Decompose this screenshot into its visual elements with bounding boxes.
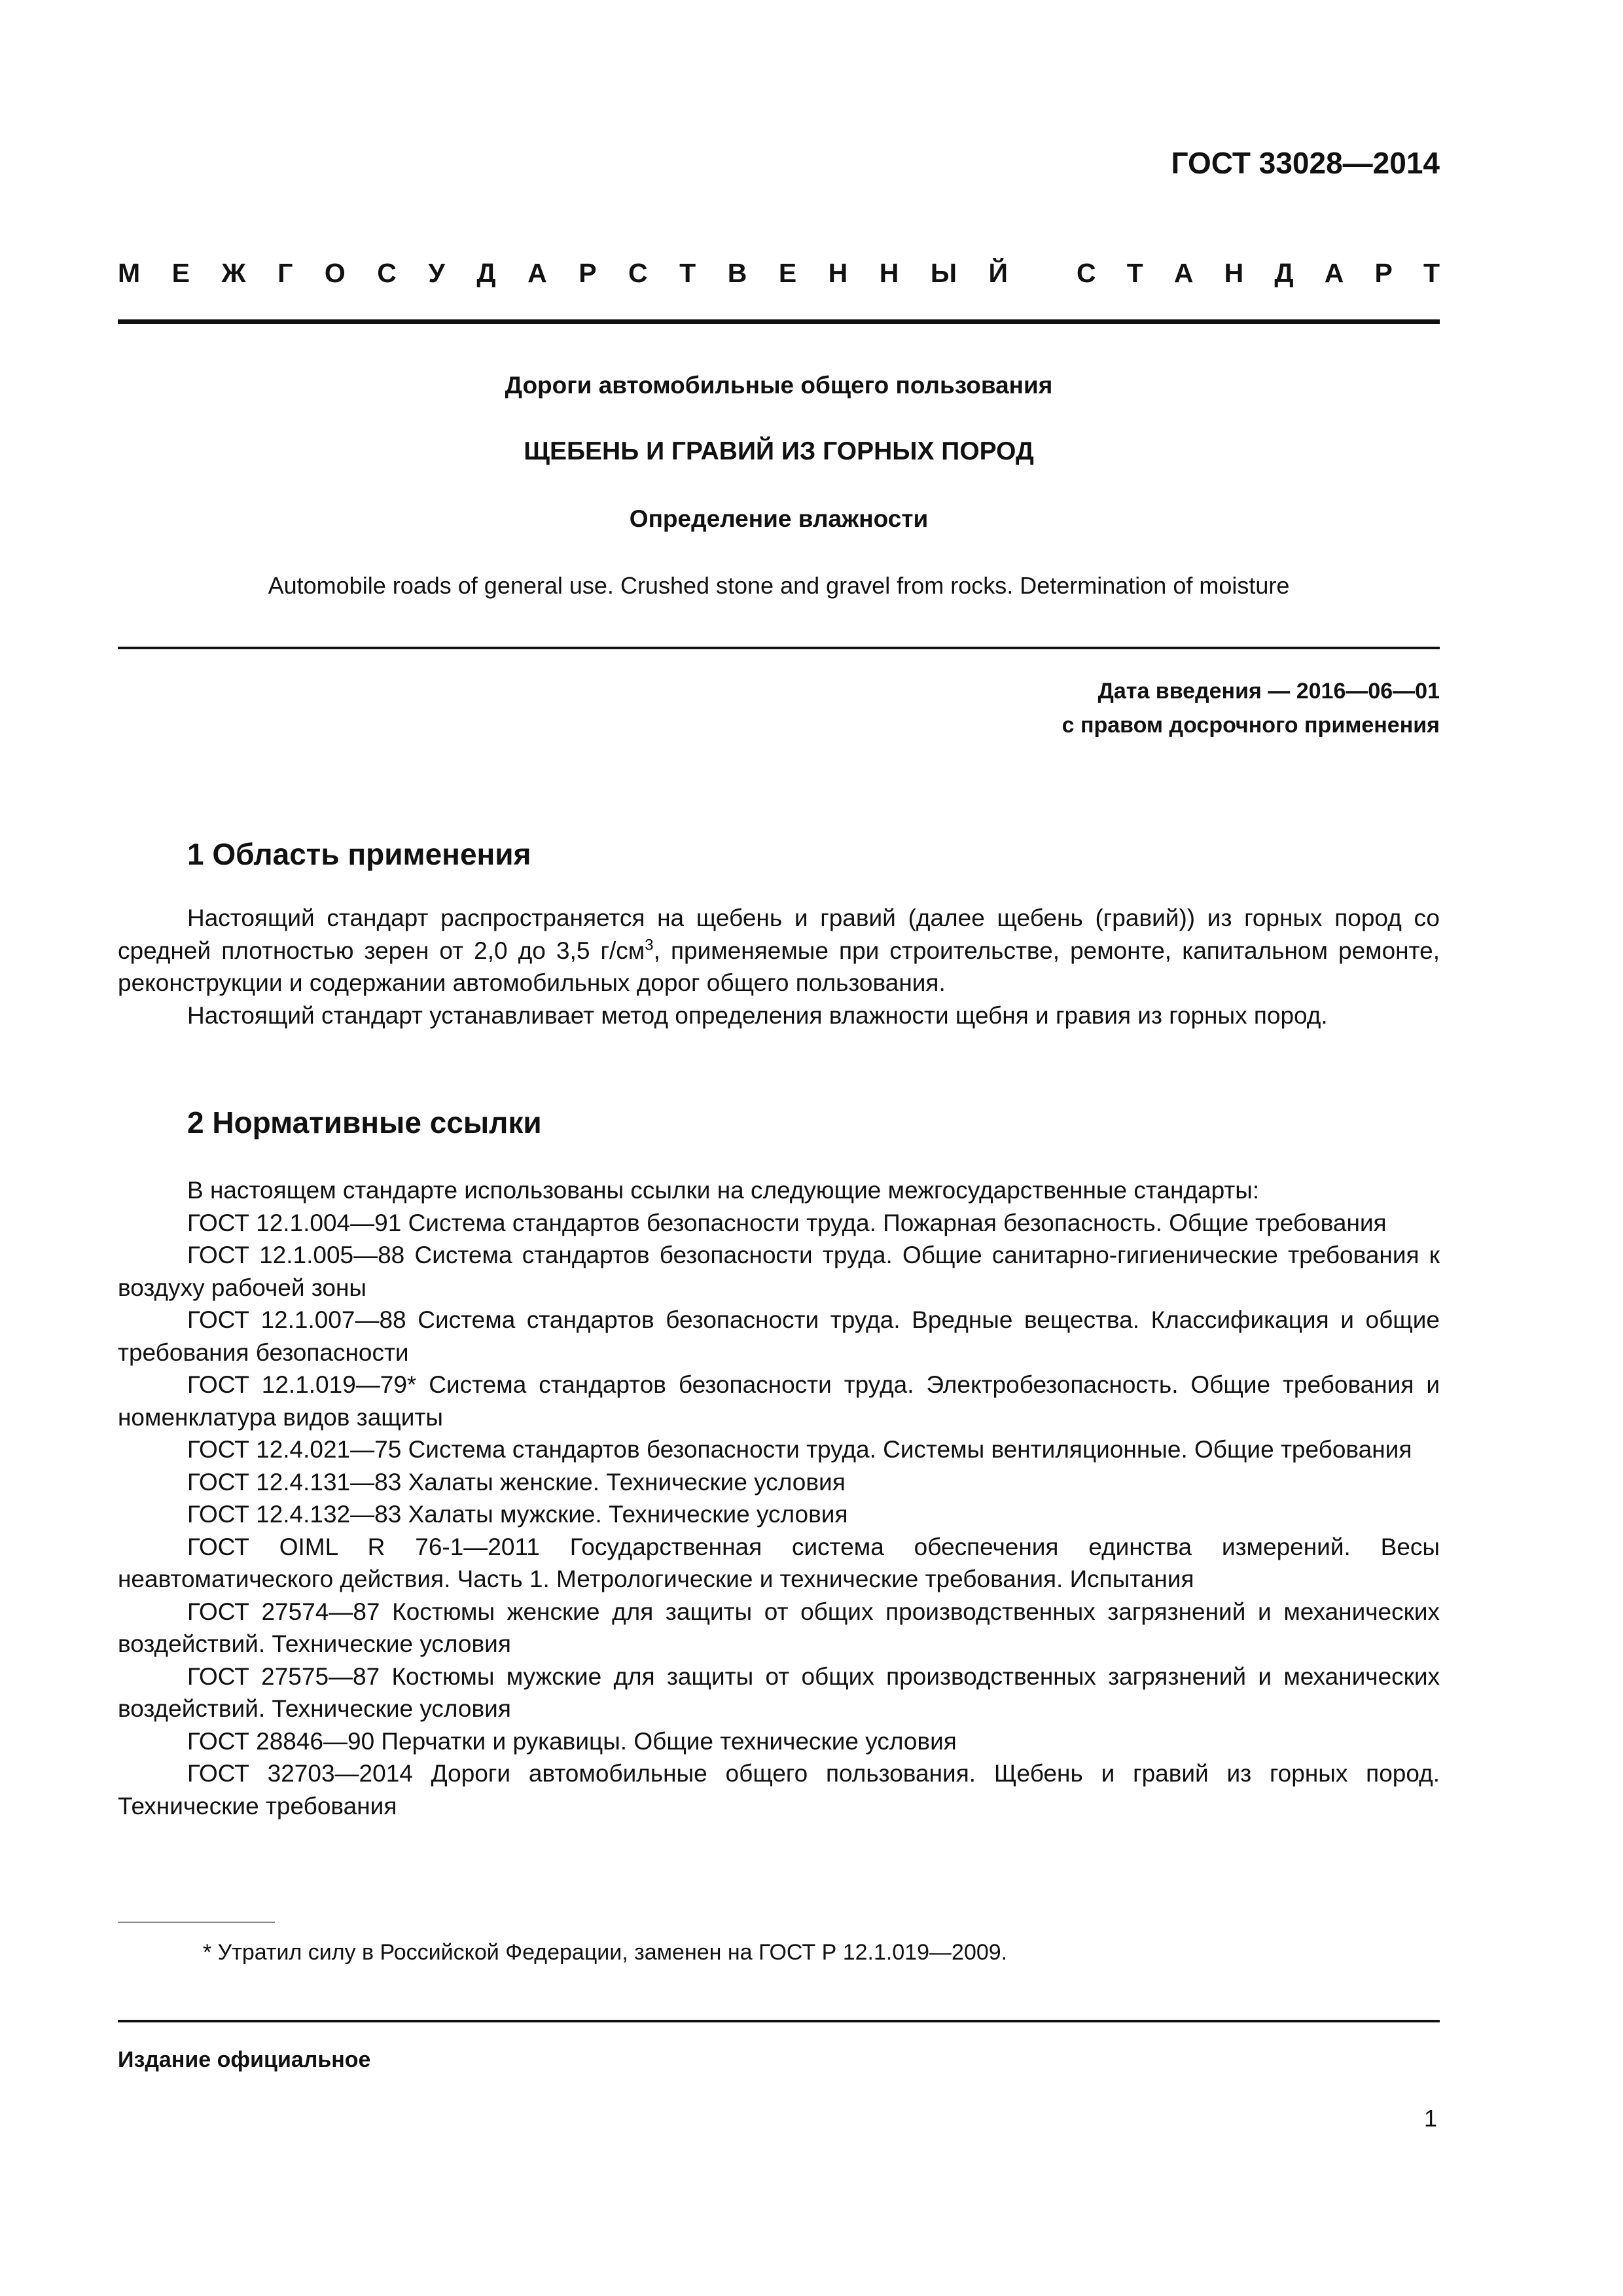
page-number: 1 [1423,2105,1437,2132]
section-1-body [118,902,1440,1031]
reference-item: ГОСТ 27575—87 Костюмы мужские для защиты от общих производственных загрязнений и механических воздействий. Технические условия [118,1662,1440,1722]
scope-text-part-2: , применяемые при строительстве, ремонте, капитальном ремонте, реконструкции и содержании автомобильных дорог общего пользования. [118,937,1440,996]
footnote: * Утратил силу в Российской Федерации, заменен на ГОСТ Р 12.1.019—2009. [203,1940,1008,1965]
banner-letter: А [1173,258,1194,288]
reference-item: ГОСТ OIML R 76-1—2011 Государственная система обеспечения единства измерений. Весы неавтоматического действия. Часть 1. Метрологические и технические требования. Испытания [118,1533,1440,1592]
banner-letter: Г [277,258,293,288]
banner-letter: С [377,258,397,288]
reference-item: ГОСТ 12.1.004—91 Система стандартов безопасности труда. Пожарная безопасность. Общие требования [187,1209,1387,1236]
references-intro: В настоящем стандарте использованы ссылки на следующие межгосударственные стандарты: [187,1177,1260,1204]
document-title-line-2: ЩЕБЕНЬ И ГРАВИЙ ИЗ ГОРНЫХ ПОРОД [524,437,1034,465]
reference-item: ГОСТ 27574—87 Костюмы женские для защиты от общих производственных загрязнений и механических воздействий. Технические условия [118,1598,1440,1657]
document-number: ГОСТ 33028—2014 [1171,146,1440,180]
title-divider [118,647,1440,649]
introduction-date-block [1062,674,1440,742]
banner-letter: Р [1374,258,1393,288]
banner-letter: Т [679,258,696,288]
reference-item: ГОСТ 12.1.019—79* Система стандартов безопасности труда. Электробезопасность. Общие требования и номенклатура видов защиты [118,1371,1440,1431]
banner-letter: Д [1274,258,1294,288]
banner-letter: Д [476,258,496,288]
banner-letter: С [1077,258,1096,288]
banner-letter: Е [778,258,797,288]
banner-letter: Н [879,258,899,288]
banner-letter: Т [1423,258,1440,288]
introduction-date: Дата введения — 2016—06—01 [1097,679,1440,704]
banner-letter: М [118,258,141,288]
reference-item: ГОСТ 28846—90 Перчатки и рукавицы. Общие технические условия [187,1727,957,1755]
banner-letter: Ж [221,258,246,288]
banner-letter: Н [828,258,848,288]
banner-letter: У [428,258,445,288]
reference-item: ГОСТ 12.1.007—88 Система стандартов безопасности труда. Вредные вещества. Классификация и общие требования безопасности [118,1306,1440,1366]
section-1-paragraph-2: Настоящий стандарт устанавливает метод определения влажности щебня и гравия из горных пород. [187,1001,1328,1029]
banner-letter: Т [1126,258,1143,288]
reference-item: ГОСТ 12.1.005—88 Система стандартов безопасности труда. Общие санитарно-гигиенические требования к воздуху рабочей зоны [118,1242,1440,1301]
early-application-note: с правом досрочного применения [1061,713,1440,738]
document-title-line-3: Определение влажности [629,505,929,532]
document-title-english: Automobile roads of general use. Crushed stone and gravel from rocks. Determination of moisture [268,572,1290,599]
reference-item: ГОСТ 32703—2014 Дороги автомобильные общего пользования. Щебень и гравий из горных пород. Технические требования [118,1760,1440,1820]
banner-letter: А [1324,258,1344,288]
footer-divider [118,2020,1440,2022]
reference-item: ГОСТ 12.4.132—83 Халаты мужские. Технические условия [187,1501,848,1528]
section-1-paragraph-1 [118,902,1440,999]
banner-letter: А [527,258,547,288]
section-1-heading: 1 Область применения [187,837,531,871]
reference-item: ГОСТ 12.4.131—83 Халаты женские. Технические условия [187,1468,846,1496]
document-title-line-1: Дороги автомобильные общего пользования [505,372,1053,399]
section-2-heading: 2 Нормативные ссылки [187,1105,542,1139]
banner-letter: С [628,258,648,288]
banner-letter: Е [171,258,190,288]
banner-word-interstate [118,258,1008,289]
banner-letter: Р [579,258,597,288]
banner-letter: Й [988,258,1008,288]
official-edition-label: Издание официальное [118,2047,371,2072]
footnote-separator [118,1922,275,1923]
superscript-3: 3 [645,936,654,954]
banner-letter: В [727,258,747,288]
banner-letter: Н [1224,258,1244,288]
header-divider [118,319,1440,324]
reference-item: ГОСТ 12.4.021—75 Система стандартов безопасности труда. Системы вентиляционные. Общие требования [187,1436,1412,1463]
banner-letter: О [324,258,346,288]
banner-word-standard [1077,258,1440,289]
scope-text-part-1: Настоящий стандарт распространяется на щебень и гравий (далее щебень (гравий)) из горных пород со средней плотностью зерен от 2,0 до 3,5 г/см [118,905,1440,964]
section-2-body [118,1174,1440,1822]
banner-letter: Ы [930,258,957,288]
standard-type-banner [118,258,1440,289]
